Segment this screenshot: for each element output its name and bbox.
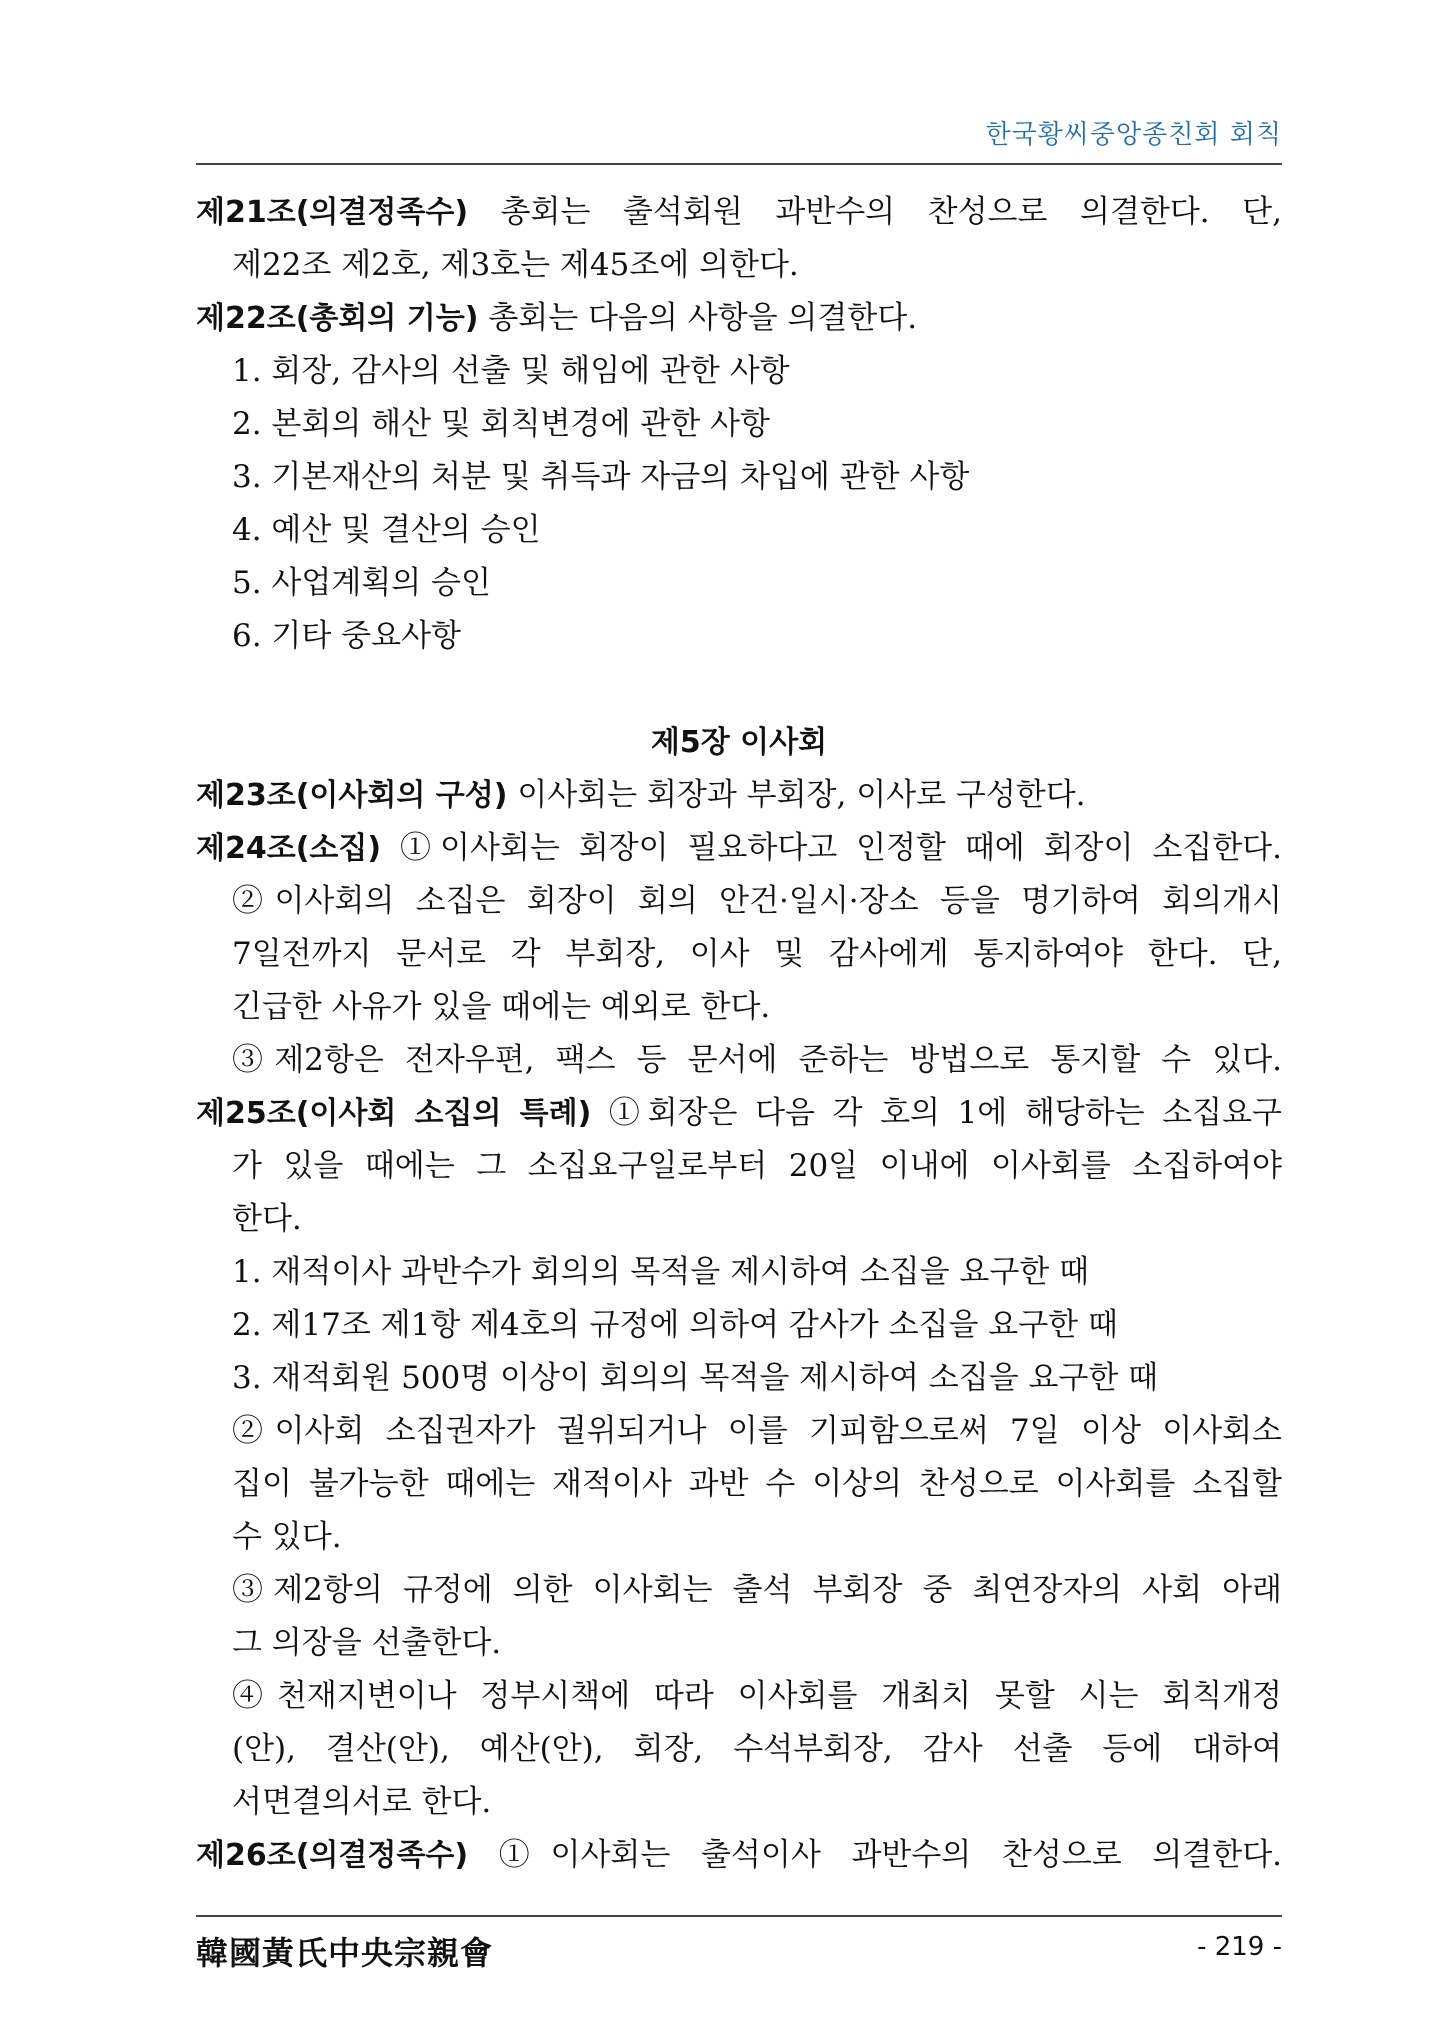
article-21-title: 제21조(의결정족수)	[196, 195, 469, 230]
article-25-item: 3. 재적회원 500명 이상이 회의의 목적을 제시하여 소집을 요구한 때	[232, 1360, 1159, 1396]
article-24-line-3: 7일전까지 문서로 각 부회장, 이사 및 감사에게 통지하여야 한다. 단,	[232, 936, 1282, 972]
article-24-title: 제24조(소집)	[196, 831, 382, 866]
article-23-text-1: 이사회는 회장과 부회장, 이사로 구성한다.	[507, 777, 1086, 813]
article-25-item: 1. 재적이사 과반수가 회의의 목적을 제시하여 소집을 요구한 때	[232, 1254, 1090, 1290]
article-24-line-4: 긴급한 사유가 있을 때에는 예외로 한다.	[232, 989, 771, 1025]
article-24-line-1	[196, 822, 1282, 875]
article-22-item: 1. 회장, 감사의 선출 및 해임에 관한 사항	[232, 353, 790, 389]
article-25-para-4-line-1: ④천재지변이나 정부시책에 따라 이사회를 개최치 못할 시는 회칙개정	[232, 1678, 1282, 1714]
article-22-text-1: 총회는 다음의 사항을 의결한다.	[478, 300, 918, 336]
header-divider	[196, 163, 1282, 165]
article-25-para-2-line-2: 집이 불가능한 때에는 재적이사 과반 수 이상의 찬성으로 이사회를 소집할	[232, 1466, 1282, 1502]
article-25-line-2: 가 있을 때에는 그 소집요구일로부터 20일 이내에 이사회를 소집하여야	[232, 1148, 1282, 1184]
article-25-para-2-line-1: ②이사회 소집권자가 궐위되거나 이를 기피함으로써 7일 이상 이사회소	[232, 1413, 1282, 1449]
article-25-line-1	[196, 1087, 1282, 1140]
article-21-line-1	[196, 186, 1282, 239]
article-26-text-1: ①이사회는 출석이사 과반수의 찬성으로 의결한다.	[468, 1837, 1282, 1873]
page-body	[196, 186, 1282, 1882]
article-21-line-2: 제22조 제2호, 제3호는 제45조에 의한다.	[232, 247, 799, 283]
article-24-line-2: ②이사회의 소집은 회장이 회의 안건·일시·장소 등을 명기하여 회의개시	[232, 883, 1282, 919]
article-22-item: 6. 기타 중요사항	[232, 618, 461, 654]
chapter-5-heading: 제5장 이사회	[650, 725, 828, 760]
section-spacer	[196, 663, 1282, 716]
article-25-para-4-line-3: 서면결의서로 한다.	[232, 1784, 492, 1820]
article-25-para-3-line-1: ③제2항의 규정에 의한 이사회는 출석 부회장 중 최연장자의 사회 아래	[232, 1572, 1282, 1608]
footer-org-name: 韓國黃氏中央宗親會	[196, 1934, 494, 1972]
article-22-item: 3. 기본재산의 처분 및 취득과 자금의 차입에 관한 사항	[232, 459, 970, 495]
footer-divider	[196, 1915, 1282, 1917]
article-24-line-5: ③제2항은 전자우편, 팩스 등 문서에 준하는 방법으로 통지할 수 있다.	[232, 1042, 1282, 1078]
header-title: 한국황씨중앙종친회 회칙	[985, 120, 1282, 150]
article-23-title: 제23조(이사회의 구성)	[196, 778, 508, 813]
article-22-title: 제22조(총회의 기능)	[196, 301, 479, 336]
article-25-para-3-line-2: 그 의장을 선출한다.	[232, 1625, 502, 1661]
article-22-item: 2. 본회의 해산 및 회칙변경에 관한 사항	[232, 406, 770, 442]
article-26-line-1	[196, 1829, 1282, 1882]
page-number: - 219 -	[1197, 1932, 1282, 1962]
article-24-text-1: ①이사회는 회장이 필요하다고 인정할 때에 회장이 소집한다.	[381, 830, 1282, 866]
article-25-para-4-line-2: (안), 결산(안), 예산(안), 회장, 수석부회장, 감사 선출 등에 대하여	[232, 1731, 1282, 1767]
article-22-item: 4. 예산 및 결산의 승인	[232, 512, 541, 548]
article-25-text-1: ①회장은 다음 각 호의 1에 해당하는 소집요구	[591, 1095, 1282, 1131]
article-26-title: 제26조(의결정족수)	[196, 1838, 469, 1873]
article-25-title: 제25조(이사회 소집의 특례)	[196, 1096, 592, 1131]
article-22-line-1	[196, 292, 1282, 345]
article-21-text-1: 총회는 출석회원 과반수의 찬성으로 의결한다. 단,	[468, 194, 1282, 230]
article-25-para-2-line-3: 수 있다.	[232, 1519, 342, 1555]
article-25-item: 2. 제17조 제1항 제4호의 규정에 의하여 감사가 소집을 요구한 때	[232, 1307, 1118, 1343]
article-23-line-1	[196, 769, 1282, 822]
article-25-line-3: 한다.	[232, 1201, 302, 1237]
article-22-item: 5. 사업계획의 승인	[232, 565, 491, 601]
